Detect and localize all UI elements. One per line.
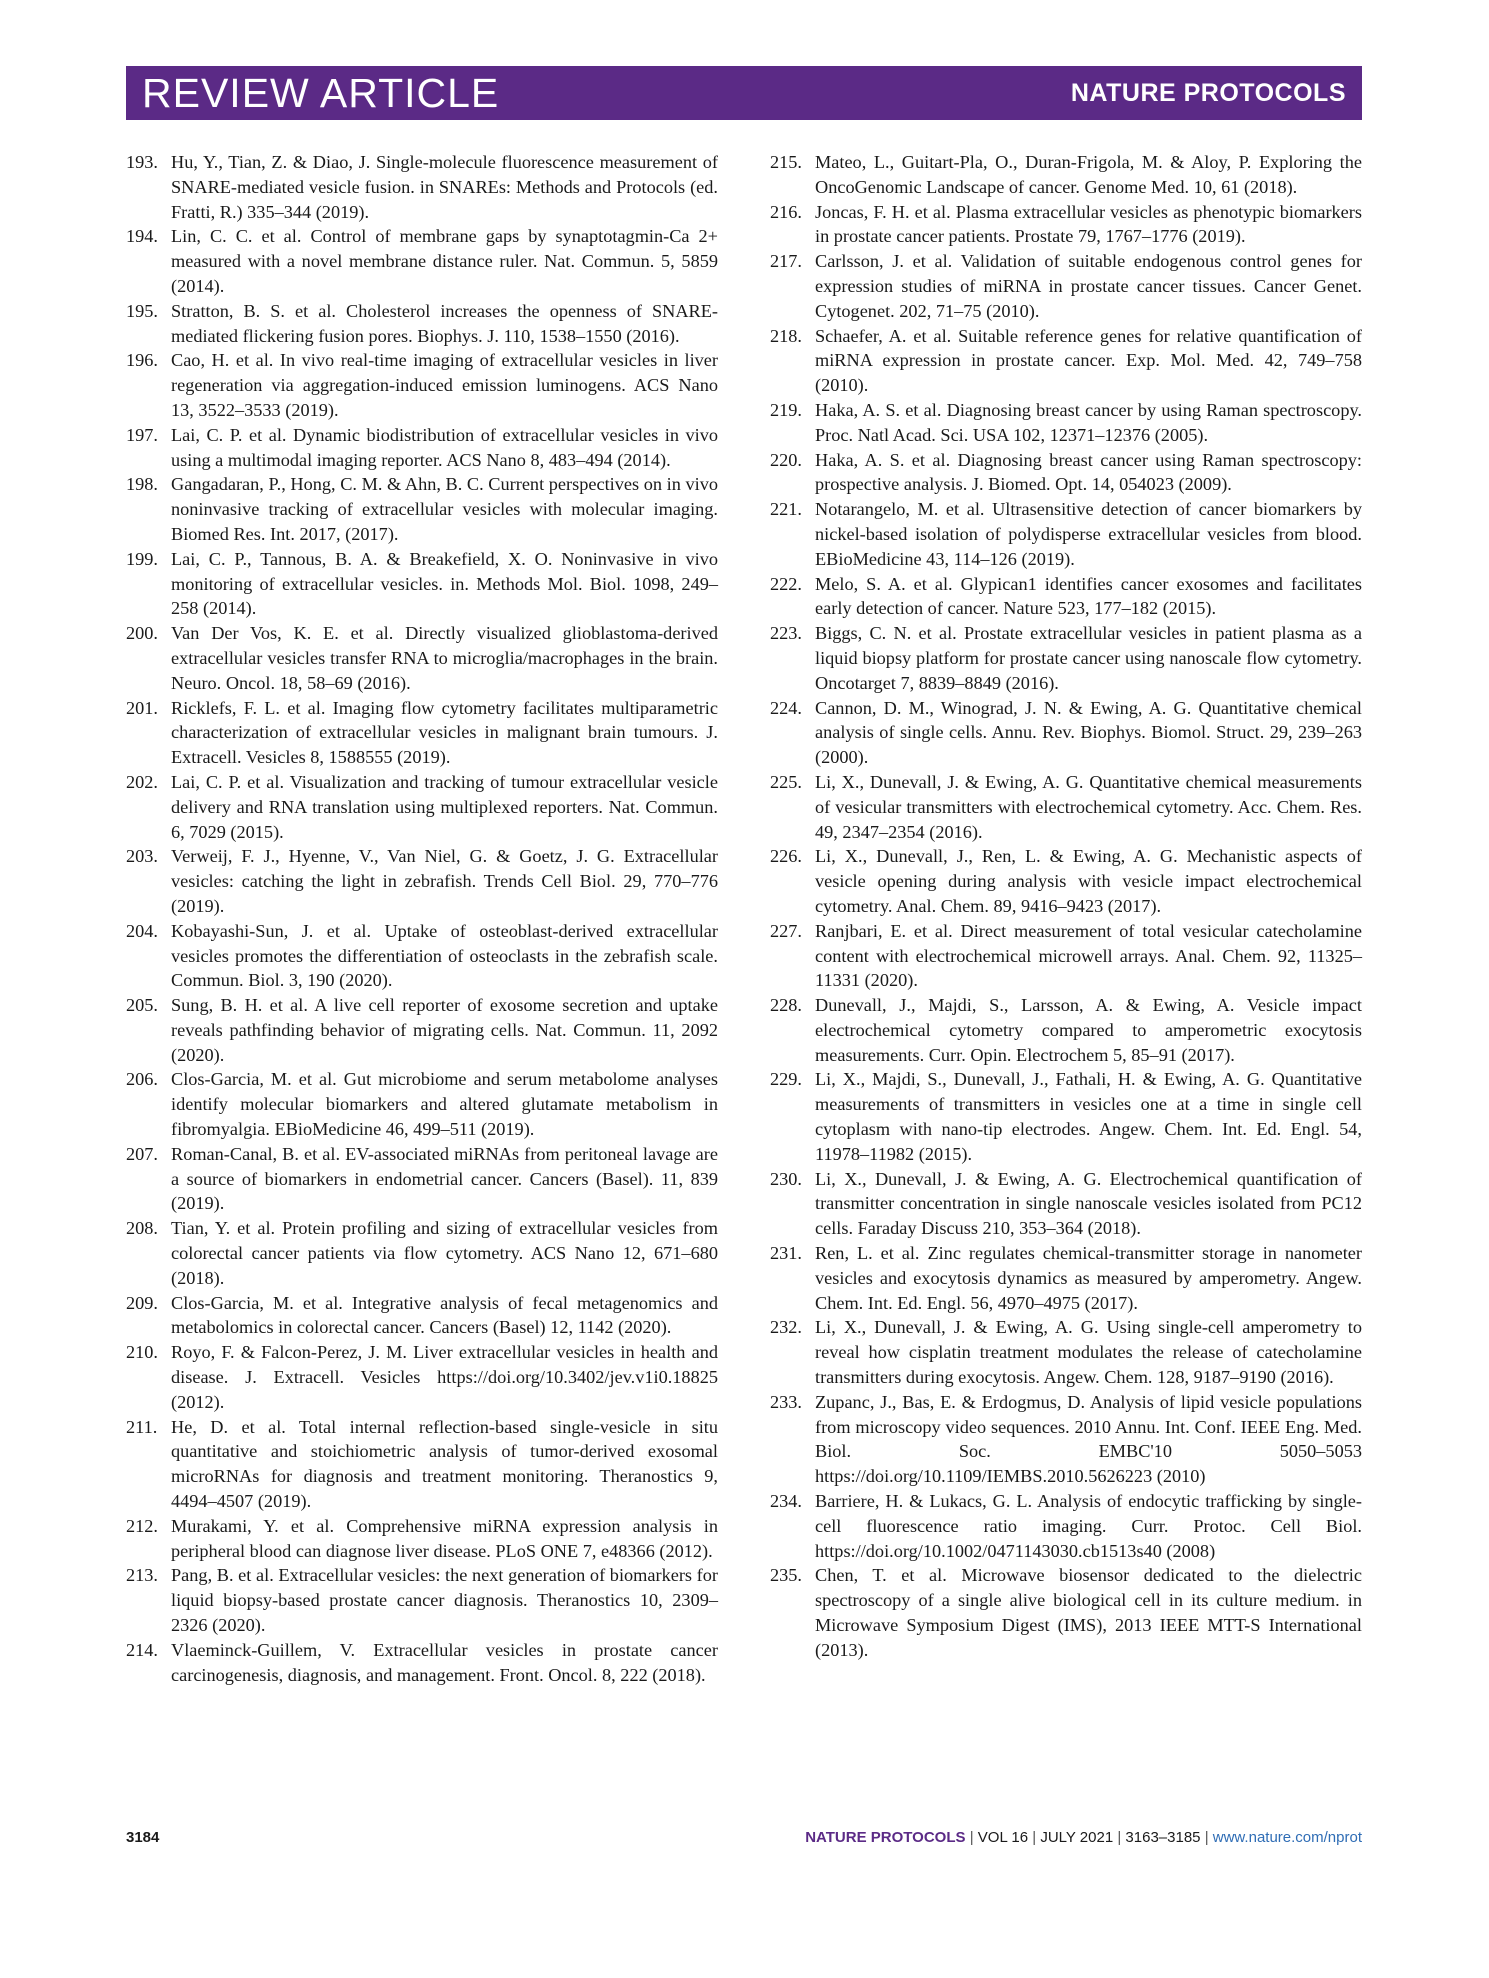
reference-number: 201. — [126, 697, 158, 718]
reference-item — [126, 621, 718, 695]
reference-number: 208. — [126, 1218, 158, 1239]
reference-text: Verweij, F. J., Hyenne, V., Van Niel, G. & Goetz, J. G. Extracellular vesicles: catching the light in zebrafish. Trends Cell Biol. 29, 770–776 (2019). — [171, 846, 718, 916]
reference-number: 206. — [126, 1069, 158, 1090]
reference-text: Lai, C. P. et al. Dynamic biodistribution of extracellular vesicles in vivo using a multimodal imaging reporter. ACS Nano 8, 483–494 (2014). — [171, 424, 718, 470]
reference-text: Biggs, C. N. et al. Prostate extracellular vesicles in patient plasma as a liquid biopsy platform for prostate cancer using nanoscale flow cytometry. Oncotarget 7, 8839–8849 (2016). — [815, 623, 1362, 693]
reference-number: 223. — [770, 623, 802, 644]
reference-item — [126, 150, 718, 224]
reference-item — [126, 547, 718, 621]
reference-number: 220. — [770, 449, 802, 470]
reference-item — [770, 324, 1362, 398]
reference-number: 214. — [126, 1639, 158, 1660]
reference-text: Dunevall, J., Majdi, S., Larsson, A. & Ewing, A. Vesicle impact electrochemical cytometry compared to amperometric exocytosis measurements. Curr. Opin. Electrochem 5, 85–91 (2017). — [815, 995, 1362, 1065]
reference-item — [770, 249, 1362, 323]
reference-text: Li, X., Dunevall, J. & Ewing, A. G. Quantitative chemical measurements of vesicular transmitters with electrochemical cytometry. Acc. Chem. Res. 49, 2347–2354 (2016). — [815, 771, 1362, 842]
reference-item — [770, 621, 1362, 695]
reference-text: He, D. et al. Total internal reflection-based single-vesicle in situ quantitative and stoichiometric analysis of tumor-derived exosomal microRNAs for diagnosis and treatment monitoring. Theranostics 9, 4494–4507 (2019). — [171, 1416, 718, 1512]
reference-item — [770, 448, 1362, 498]
reference-number: 217. — [770, 251, 802, 272]
reference-number: 224. — [770, 697, 802, 718]
reference-item — [126, 1638, 718, 1688]
reference-item — [770, 844, 1362, 918]
footer-sep: | — [1117, 1828, 1122, 1846]
reference-item — [770, 1067, 1362, 1166]
reference-item — [770, 770, 1362, 844]
reference-number: 203. — [126, 846, 158, 867]
footer-sep: | — [1204, 1828, 1209, 1846]
page-number: 3184 — [126, 1828, 160, 1846]
reference-number: 213. — [126, 1565, 158, 1586]
reference-number: 207. — [126, 1143, 158, 1164]
section-label: REVIEW ARTICLE — [142, 69, 500, 116]
reference-text: Royo, F. & Falcon-Perez, J. M. Liver extracellular vesicles in health and disease. J. Extracell. Vesicles https://doi.org/10.3402/jev.v1i0.18825 (2012). — [171, 1342, 718, 1412]
reference-text: Ren, L. et al. Zinc regulates chemical-transmitter storage in nanometer vesicles and exocytosis dynamics as measured by amperometry. Angew. Chem. Int. Ed. Engl. 56, 4970–4975 (2017). — [815, 1243, 1362, 1313]
reference-item — [770, 993, 1362, 1067]
right-column — [770, 150, 1362, 1790]
reference-text: Carlsson, J. et al. Validation of suitable endogenous control genes for expression studies of miRNA in prostate cancer tissues. Cancer Genet. Cytogenet. 202, 71–75 (2010). — [815, 251, 1362, 321]
reference-number: 222. — [770, 573, 802, 594]
reference-item — [126, 993, 718, 1067]
reference-text: Ricklefs, F. L. et al. Imaging flow cytometry facilitates multiparametric characterization of extracellular vesicles in malignant brain tumours. J. Extracell. Vesicles 8, 1588555 (2019). — [171, 697, 718, 768]
reference-text: Cannon, D. M., Winograd, J. N. & Ewing, A. G. Quantitative chemical analysis of single cells. Annu. Rev. Biophys. Biomol. Struct. 29, 239–263 (2000). — [815, 697, 1362, 768]
reference-item — [126, 1514, 718, 1564]
reference-text: Cao, H. et al. In vivo real-time imaging of extracellular vesicles in liver regeneration via aggregation-induced emission luminogens. ACS Nano 13, 3522–3533 (2019). — [171, 350, 718, 420]
reference-item — [126, 472, 718, 546]
reference-item — [126, 1216, 718, 1290]
left-column — [126, 150, 718, 1790]
reference-text: Lai, C. P., Tannous, B. A. & Breakefield, X. O. Noninvasive in vivo monitoring of extracellular vesicles. in. Methods Mol. Biol. 1098, 249–258 (2014). — [171, 548, 718, 619]
reference-number: 212. — [126, 1515, 158, 1536]
reference-item — [770, 1489, 1362, 1563]
reference-item — [770, 696, 1362, 770]
journal-name: NATURE PROTOCOLS — [1070, 78, 1346, 107]
reference-number: 195. — [126, 300, 158, 321]
reference-text: Clos-Garcia, M. et al. Gut microbiome and serum metabolome analyses identify molecular biomarkers and altered glutamate metabolism in fibromyalgia. EBioMedicine 46, 499–511 (2019). — [171, 1069, 718, 1140]
reference-text: Vlaeminck-Guillem, V. Extracellular vesicles in prostate cancer carcinogenesis, diagnosis, and management. Front. Oncol. 8, 222 (2018). — [171, 1639, 718, 1685]
reference-number: 200. — [126, 623, 158, 644]
reference-number: 219. — [770, 399, 802, 420]
reference-item — [770, 398, 1362, 448]
reference-number: 210. — [126, 1342, 158, 1363]
reference-text: Hu, Y., Tian, Z. & Diao, J. Single-molecule fluorescence measurement of SNARE-mediated vesicle fusion. in SNAREs: Methods and Protocols (ed. Fratti, R.) 335–344 (2019). — [171, 152, 718, 222]
reference-text: Joncas, F. H. et al. Plasma extracellular vesicles as phenotypic biomarkers in prostate cancer patients. Prostate 79, 1767–1776 (2019). — [815, 201, 1362, 247]
footer-url[interactable]: www.nature.com/nprot — [1212, 1828, 1362, 1846]
reference-number: 234. — [770, 1491, 802, 1512]
reference-number: 227. — [770, 920, 802, 941]
reference-text: Zupanc, J., Bas, E. & Erdogmus, D. Analysis of lipid vesicle populations from microscopy video sequences. 2010 Annu. Int. Conf. IEEE Eng. Med. Biol. Soc. EMBC'10 5050–5053 https://doi.org/10.1109/IEMBS.2010.5626223 (2010) — [815, 1391, 1362, 1487]
reference-item — [126, 770, 718, 844]
reference-number: 197. — [126, 424, 158, 445]
reference-text: Roman-Canal, B. et al. EV-associated miRNAs from peritoneal lavage are a source of biomarkers in endometrial cancer. Cancers (Basel). 11, 839 (2019). — [171, 1143, 718, 1214]
footer — [126, 1825, 1362, 1849]
reference-number: 193. — [126, 152, 158, 172]
reference-text: Pang, B. et al. Extracellular vesicles: the next generation of biomarkers for liquid biopsy-based prostate cancer diagnosis. Theranostics 10, 2309–2326 (2020). — [171, 1565, 718, 1636]
reference-text: Gangadaran, P., Hong, C. M. & Ahn, B. C. Current perspectives on in vivo noninvasive tracking of extracellular vesicles with molecular imaging. Biomed Res. Int. 2017, (2017). — [171, 474, 718, 544]
reference-number: 221. — [770, 499, 802, 520]
reference-text: Mateo, L., Guitart-Pla, O., Duran-Frigola, M. & Aloy, P. Exploring the OncoGenomic Landscape of cancer. Genome Med. 10, 61 (2018). — [815, 152, 1362, 197]
reference-number: 232. — [770, 1317, 802, 1338]
reference-text: Li, X., Dunevall, J. & Ewing, A. G. Electrochemical quantification of transmitter concentration in single nanoscale vesicles isolated from PC12 cells. Faraday Discuss 210, 353–364 (2018). — [815, 1168, 1362, 1239]
reference-number: 231. — [770, 1243, 802, 1264]
footer-sep: | — [1032, 1828, 1037, 1846]
reference-number: 230. — [770, 1168, 802, 1189]
reference-item — [770, 919, 1362, 993]
reference-number: 229. — [770, 1069, 802, 1090]
reference-number: 225. — [770, 771, 802, 792]
reference-columns — [126, 150, 1362, 1790]
reference-item — [126, 919, 718, 993]
reference-text: Kobayashi-Sun, J. et al. Uptake of osteoblast-derived extracellular vesicles promotes the differentiation of osteoclasts in the zebrafish scale. Commun. Biol. 3, 190 (2020). — [171, 920, 718, 991]
reference-number: 198. — [126, 474, 158, 495]
footer-citation — [805, 1829, 1362, 1846]
reference-text: Sung, B. H. et al. A live cell reporter of exosome secretion and uptake reveals pathfinding behavior of migrating cells. Nat. Commun. 11, 2092 (2020). — [171, 995, 718, 1065]
reference-text: Li, X., Dunevall, J., Ren, L. & Ewing, A. G. Mechanistic aspects of vesicle opening during analysis with vesicle impact electrochemical cytometry. Anal. Chem. 89, 9416–9423 (2017). — [815, 846, 1362, 916]
reference-number: 226. — [770, 846, 802, 867]
reference-item — [126, 423, 718, 473]
reference-number: 204. — [126, 920, 158, 941]
reference-item — [126, 1340, 718, 1414]
reference-number: 205. — [126, 995, 158, 1016]
reference-text: Chen, T. et al. Microwave biosensor dedicated to the dielectric spectroscopy of a single alive biological cell in its culture medium. in Microwave Symposium Digest (IMS), 2013 IEEE MTT-S International (2013). — [815, 1565, 1362, 1660]
footer-date: JULY 2021 — [1040, 1828, 1114, 1846]
reference-item — [770, 1315, 1362, 1389]
reference-item — [770, 1390, 1362, 1489]
reference-number: 211. — [126, 1416, 158, 1437]
reference-text: Tian, Y. et al. Protein profiling and sizing of extracellular vesicles from colorectal cancer patients via flow cytometry. ACS Nano 12, 671–680 (2018). — [171, 1218, 718, 1288]
reference-number: 235. — [770, 1565, 802, 1586]
footer-sep: | — [969, 1828, 974, 1846]
reference-item — [126, 1142, 718, 1216]
reference-item — [770, 497, 1362, 571]
reference-item — [126, 348, 718, 422]
reference-text: Clos-Garcia, M. et al. Integrative analysis of fecal metagenomics and metabolomics in colorectal cancer. Cancers (Basel) 12, 1142 (2020). — [171, 1292, 718, 1338]
reference-item — [770, 1241, 1362, 1315]
reference-item — [770, 1563, 1362, 1662]
reference-number: 228. — [770, 995, 802, 1016]
reference-text: Haka, A. S. et al. Diagnosing breast cancer by using Raman spectroscopy. Proc. Natl Acad. Sci. USA 102, 12371–12376 (2005). — [815, 399, 1362, 445]
reference-item — [126, 1563, 718, 1637]
reference-item — [126, 1291, 718, 1341]
reference-item — [770, 200, 1362, 250]
footer-pages: 3163–3185 — [1125, 1828, 1201, 1846]
reference-text: Murakami, Y. et al. Comprehensive miRNA expression analysis in peripheral blood can diagnose liver disease. PLoS ONE 7, e48366 (2012). — [171, 1515, 718, 1561]
reference-item — [126, 696, 718, 770]
reference-item — [770, 572, 1362, 622]
header-bar — [126, 66, 1362, 120]
reference-text: Notarangelo, M. et al. Ultrasensitive detection of cancer biomarkers by nickel-based isolation of polydisperse extracellular vesicles from blood. EBioMedicine 43, 114–126 (2019). — [815, 499, 1362, 569]
reference-text: Haka, A. S. et al. Diagnosing breast cancer using Raman spectroscopy: prospective analysis. J. Biomed. Opt. 14, 054023 (2009). — [815, 449, 1362, 495]
footer-volume: VOL 16 — [977, 1828, 1029, 1846]
reference-text: Ranjbari, E. et al. Direct measurement of total vesicular catecholamine content with electrochemical microwell arrays. Anal. Chem. 92, 11325–11331 (2020). — [815, 920, 1362, 991]
reference-text: Van Der Vos, K. E. et al. Directly visualized glioblastoma-derived extracellular vesicles transfer RNA to microglia/macrophages in the brain. Neuro. Oncol. 18, 58–69 (2016). — [171, 623, 718, 693]
reference-item — [126, 1415, 718, 1514]
reference-item — [770, 150, 1362, 200]
reference-number: 199. — [126, 548, 158, 569]
reference-number: 216. — [770, 201, 802, 222]
reference-item — [126, 299, 718, 349]
reference-text: Lin, C. C. et al. Control of membrane gaps by synaptotagmin-Ca 2+ measured with a novel membrane distance ruler. Nat. Commun. 5, 5859 (2014). — [171, 226, 718, 296]
footer-journal: NATURE PROTOCOLS — [805, 1828, 966, 1846]
reference-number: 202. — [126, 771, 158, 792]
reference-item — [126, 224, 718, 298]
reference-number: 233. — [770, 1391, 802, 1412]
reference-item — [126, 844, 718, 918]
reference-text: Lai, C. P. et al. Visualization and tracking of tumour extracellular vesicle delivery and RNA translation using multiplexed reporters. Nat. Commun. 6, 7029 (2015). — [171, 771, 718, 842]
reference-text: Melo, S. A. et al. Glypican1 identifies cancer exosomes and facilitates early detection of cancer. Nature 523, 177–182 (2015). — [815, 573, 1362, 619]
reference-number: 194. — [126, 226, 158, 247]
reference-number: 215. — [770, 152, 802, 172]
reference-number: 209. — [126, 1292, 158, 1313]
reference-item — [126, 1067, 718, 1141]
reference-text: Li, X., Dunevall, J. & Ewing, A. G. Using single-cell amperometry to reveal how cisplatin treatment modulates the release of catecholamine transmitters during exocytosis. Angew. Chem. 128, 9187–9190 (2016). — [815, 1317, 1362, 1388]
reference-text: Barriere, H. & Lukacs, G. L. Analysis of endocytic trafficking by single-cell fluorescence ratio imaging. Curr. Protoc. Cell Biol. https://doi.org/10.1002/0471143030.cb1513s40 (2008) — [815, 1491, 1362, 1561]
reference-number: 218. — [770, 325, 802, 346]
reference-text: Li, X., Majdi, S., Dunevall, J., Fathali, H. & Ewing, A. G. Quantitative measurements of transmitters in vesicles one at a time in single cell cytoplasm with nano-tip electrodes. Angew. Chem. Int. Ed. Engl. 54, 11978–11982 (2015). — [815, 1069, 1362, 1164]
reference-item — [770, 1167, 1362, 1241]
reference-text: Stratton, B. S. et al. Cholesterol increases the openness of SNARE-mediated flickering fusion pores. Biophys. J. 110, 1538–1550 (2016). — [171, 300, 718, 346]
reference-number: 196. — [126, 350, 158, 371]
reference-text: Schaefer, A. et al. Suitable reference genes for relative quantification of miRNA expression in prostate cancer. Exp. Mol. Med. 42, 749–758 (2010). — [815, 325, 1362, 396]
